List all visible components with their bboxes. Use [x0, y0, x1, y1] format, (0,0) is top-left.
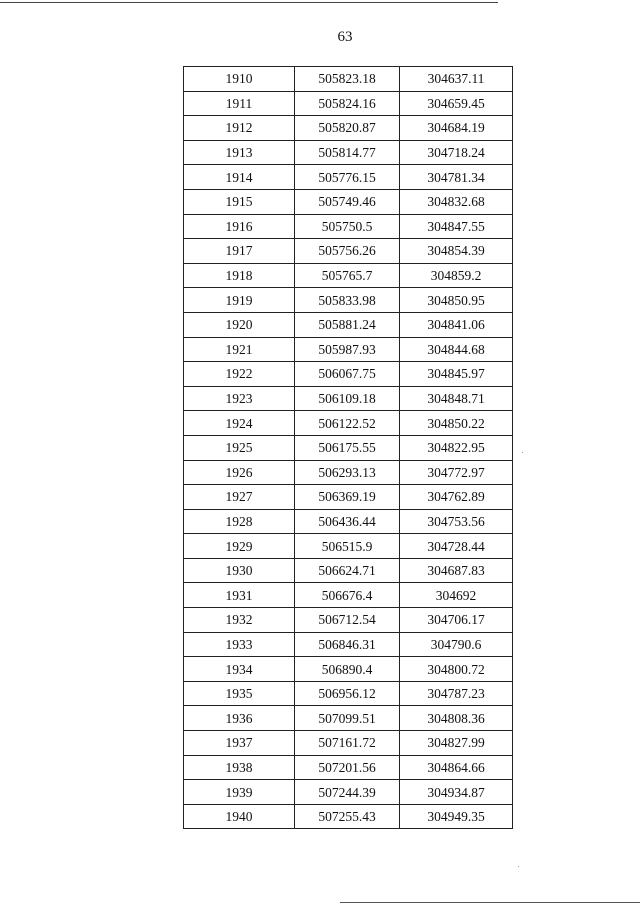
point-id-cell: 1921: [184, 337, 295, 362]
y-coordinate-cell: 304800.72: [400, 657, 513, 682]
point-id-cell: 1920: [184, 312, 295, 337]
table-row: [184, 165, 513, 190]
y-coordinate-cell: 304772.97: [400, 460, 513, 485]
x-coordinate-cell: 506515.9: [295, 534, 400, 559]
scan-edge-top: [0, 2, 498, 3]
table-row: [184, 386, 513, 411]
table-row: [184, 583, 513, 608]
coordinates-table-body: [184, 67, 513, 829]
y-coordinate-cell: 304808.36: [400, 706, 513, 731]
scan-speck: [518, 866, 519, 867]
scan-edge-bottom: [340, 902, 640, 903]
y-coordinate-cell: 304845.97: [400, 362, 513, 387]
y-coordinate-cell: 304687.83: [400, 558, 513, 583]
y-coordinate-cell: 304844.68: [400, 337, 513, 362]
x-coordinate-cell: 506436.44: [295, 509, 400, 534]
scan-speck: [522, 452, 523, 453]
x-coordinate-cell: 506846.31: [295, 632, 400, 657]
point-id-cell: 1917: [184, 239, 295, 264]
x-coordinate-cell: 506293.13: [295, 460, 400, 485]
x-coordinate-cell: 506676.4: [295, 583, 400, 608]
y-coordinate-cell: 304847.55: [400, 214, 513, 239]
point-id-cell: 1910: [184, 67, 295, 92]
y-coordinate-cell: 304718.24: [400, 140, 513, 165]
point-id-cell: 1927: [184, 485, 295, 510]
y-coordinate-cell: 304864.66: [400, 755, 513, 780]
point-id-cell: 1914: [184, 165, 295, 190]
table-row: [184, 681, 513, 706]
y-coordinate-cell: 304859.2: [400, 263, 513, 288]
x-coordinate-cell: 506712.54: [295, 608, 400, 633]
y-coordinate-cell: 304692: [400, 583, 513, 608]
x-coordinate-cell: 506956.12: [295, 681, 400, 706]
y-coordinate-cell: 304706.17: [400, 608, 513, 633]
y-coordinate-cell: 304684.19: [400, 116, 513, 141]
point-id-cell: 1929: [184, 534, 295, 559]
x-coordinate-cell: 506122.52: [295, 411, 400, 436]
x-coordinate-cell: 505750.5: [295, 214, 400, 239]
y-coordinate-cell: 304790.6: [400, 632, 513, 657]
x-coordinate-cell: 506175.55: [295, 435, 400, 460]
table-row: [184, 780, 513, 805]
y-coordinate-cell: 304832.68: [400, 189, 513, 214]
x-coordinate-cell: 507161.72: [295, 731, 400, 756]
table-row: [184, 411, 513, 436]
y-coordinate-cell: 304850.95: [400, 288, 513, 313]
point-id-cell: 1922: [184, 362, 295, 387]
table-row: [184, 189, 513, 214]
point-id-cell: 1916: [184, 214, 295, 239]
page-number: 63: [337, 29, 353, 45]
y-coordinate-cell: 304822.95: [400, 435, 513, 460]
y-coordinate-cell: 304841.06: [400, 312, 513, 337]
table-row: [184, 362, 513, 387]
y-coordinate-cell: 304854.39: [400, 239, 513, 264]
x-coordinate-cell: 506067.75: [295, 362, 400, 387]
y-coordinate-cell: 304787.23: [400, 681, 513, 706]
table-row: [184, 67, 513, 92]
x-coordinate-cell: 505824.16: [295, 91, 400, 116]
point-id-cell: 1934: [184, 657, 295, 682]
x-coordinate-cell: 506890.4: [295, 657, 400, 682]
point-id-cell: 1923: [184, 386, 295, 411]
point-id-cell: 1930: [184, 558, 295, 583]
table-row: [184, 312, 513, 337]
point-id-cell: 1939: [184, 780, 295, 805]
y-coordinate-cell: 304728.44: [400, 534, 513, 559]
y-coordinate-cell: 304934.87: [400, 780, 513, 805]
y-coordinate-cell: 304850.22: [400, 411, 513, 436]
table-row: [184, 214, 513, 239]
table-row: [184, 239, 513, 264]
y-coordinate-cell: 304637.11: [400, 67, 513, 92]
table-row: [184, 263, 513, 288]
x-coordinate-cell: 506369.19: [295, 485, 400, 510]
y-coordinate-cell: 304949.35: [400, 804, 513, 829]
table-row: [184, 460, 513, 485]
point-id-cell: 1918: [184, 263, 295, 288]
table-row: [184, 731, 513, 756]
table-row: [184, 337, 513, 362]
x-coordinate-cell: 505987.93: [295, 337, 400, 362]
table-row: [184, 558, 513, 583]
table-row: [184, 657, 513, 682]
table-row: [184, 435, 513, 460]
x-coordinate-cell: 505881.24: [295, 312, 400, 337]
point-id-cell: 1931: [184, 583, 295, 608]
table-row: [184, 140, 513, 165]
table-row: [184, 534, 513, 559]
point-id-cell: 1935: [184, 681, 295, 706]
point-id-cell: 1912: [184, 116, 295, 141]
y-coordinate-cell: 304848.71: [400, 386, 513, 411]
point-id-cell: 1932: [184, 608, 295, 633]
y-coordinate-cell: 304659.45: [400, 91, 513, 116]
table-row: [184, 755, 513, 780]
point-id-cell: 1924: [184, 411, 295, 436]
point-id-cell: 1926: [184, 460, 295, 485]
point-id-cell: 1925: [184, 435, 295, 460]
table-row: [184, 706, 513, 731]
x-coordinate-cell: 507201.56: [295, 755, 400, 780]
table-row: [184, 509, 513, 534]
table-row: [184, 632, 513, 657]
x-coordinate-cell: 507099.51: [295, 706, 400, 731]
x-coordinate-cell: 506109.18: [295, 386, 400, 411]
point-id-cell: 1911: [184, 91, 295, 116]
x-coordinate-cell: 505814.77: [295, 140, 400, 165]
table-row: [184, 288, 513, 313]
point-id-cell: 1933: [184, 632, 295, 657]
x-coordinate-cell: 505820.87: [295, 116, 400, 141]
point-id-cell: 1936: [184, 706, 295, 731]
point-id-cell: 1915: [184, 189, 295, 214]
x-coordinate-cell: 505833.98: [295, 288, 400, 313]
y-coordinate-cell: 304753.56: [400, 509, 513, 534]
y-coordinate-cell: 304781.34: [400, 165, 513, 190]
point-id-cell: 1919: [184, 288, 295, 313]
point-id-cell: 1913: [184, 140, 295, 165]
x-coordinate-cell: 507244.39: [295, 780, 400, 805]
point-id-cell: 1928: [184, 509, 295, 534]
x-coordinate-cell: 505823.18: [295, 67, 400, 92]
point-id-cell: 1937: [184, 731, 295, 756]
x-coordinate-cell: 505765.7: [295, 263, 400, 288]
table-row: [184, 608, 513, 633]
x-coordinate-cell: 505756.26: [295, 239, 400, 264]
x-coordinate-cell: 507255.43: [295, 804, 400, 829]
table-row: [184, 116, 513, 141]
coordinates-table: [183, 66, 513, 829]
y-coordinate-cell: 304762.89: [400, 485, 513, 510]
x-coordinate-cell: 506624.71: [295, 558, 400, 583]
table-row: [184, 91, 513, 116]
table-row: [184, 804, 513, 829]
table-row: [184, 485, 513, 510]
point-id-cell: 1940: [184, 804, 295, 829]
x-coordinate-cell: 505749.46: [295, 189, 400, 214]
x-coordinate-cell: 505776.15: [295, 165, 400, 190]
point-id-cell: 1938: [184, 755, 295, 780]
y-coordinate-cell: 304827.99: [400, 731, 513, 756]
